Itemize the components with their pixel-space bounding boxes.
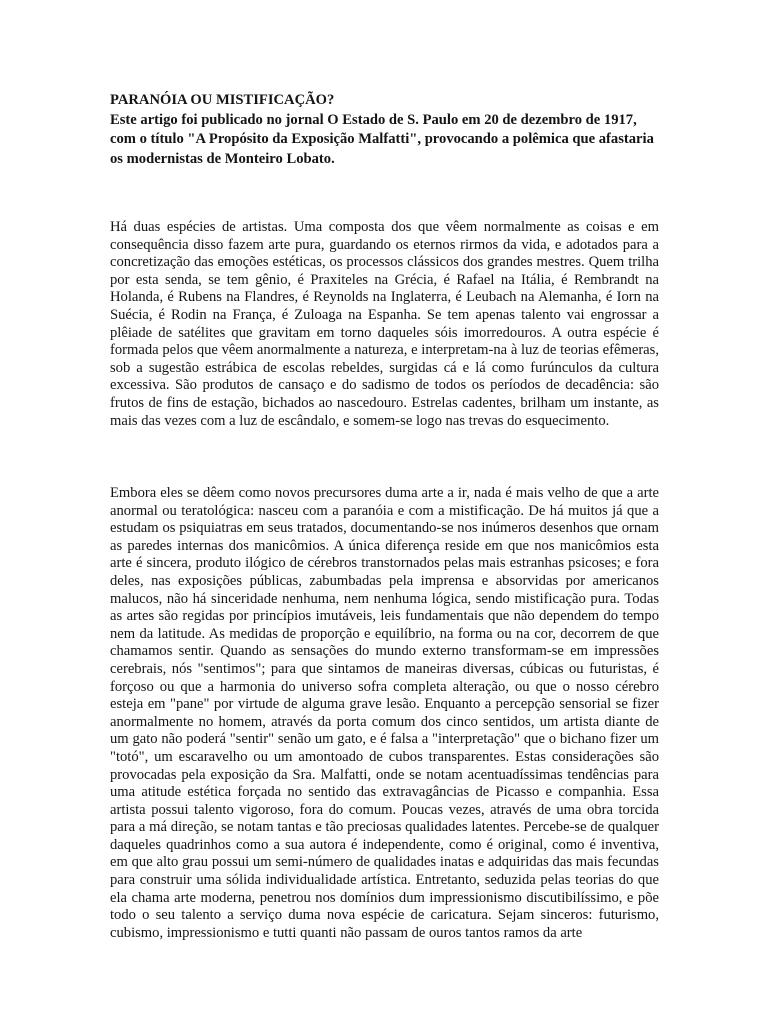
article-subtitle: Este artigo foi publicado no jornal O Estado de S. Paulo em 20 de dezembro de 1917, com o título "A Propósito da Exposição Malfatti", provocando a polêmica que afastaria os modernistas de Monteiro Lobato. (110, 111, 654, 167)
body-paragraph: Há duas espécies de artistas. Uma composta dos que vêem normalmente as coisas e em consequência disso fazem arte pura, guardando os eternos rirmos da vida, e adotados para a concretização das emoções estéticas, os processos clássicos dos grandes mestres. Quem trilha por esta senda, se tem gênio, é Praxiteles na Grécia, é Rafael na Itália, é Rembrandt na Holanda, é Rubens na Flandres, é Reynolds na Inglaterra, é Leubach na Alemanha, é Iorn na Suécia, é Rodin na França, é Zuloaga na Espanha. Se tem apenas talento vai engrossar a plêiade de satélites que gravitam em torno daqueles sóis imorredouros. A outra espécie é formada pelos que vêem anormalmente a natureza, e interpretam-na à luz de teorias efêmeras, sob a sugestão estrábica de escolas rebeldes, surgidas cá e lá como furúnculos da cultura excessiva. São produtos de cansaço e do sadismo de todos os períodos de decadência: são frutos de fins de estação, bichados ao nascedouro. Estrelas cadentes, brilham um instante, as mais das vezes com a luz de escândalo, e somem-se logo nas trevas do esquecimento. (110, 219, 659, 429)
article-title: PARANÓIA OU MISTIFICAÇÃO? (110, 92, 335, 108)
article-header (110, 91, 660, 169)
body-paragraph: Embora eles se dêem como novos precursores duma arte a ir, nada é mais velho de que a arte anormal ou teratológica: nasceu com a paranóia e com a mistificação. De há muitos já que a estudam os psiquiatras em seus tratados, documentando-se nos inúmeros desenhos que ornam as paredes internas dos manicômios. A única diferença reside em que nos manicômios esta arte é sincera, produto ilógico de cérebros transtornados pelas mais estranhas psicoses; e fora deles, nas exposições públicas, zabumbadas pela imprensa e absorvidas por americanos malucos, não há sinceridade nenhuma, nem nenhuma lógica, sendo mistificação pura. Todas as artes são regidas por princípios imutáveis, leis fundamentais que não dependem do tempo nem da latitude. As medidas de proporção e equilíbrio, na forma ou na cor, decorrem de que chamamos sentir. Quando as sensações do mundo externo transformam-se em impressões cerebrais, nós "sentimos"; para que sintamos de maneiras diversas, cúbicas ou futuristas, é forçoso ou que a harmonia do universo sofra completa alteração, ou que o nosso cérebro esteja em "pane" por virtude de alguma grave lesão. Enquanto a percepção sensorial se fizer anormalmente no homem, através da porta comum dos cinco sentidos, um artista diante de um gato não poderá "sentir" senão um gato, e é falsa a "interpretação" que o bichano fizer um "totó", um escaravelho ou um amontoado de cubos transparentes. Estas considerações são provocadas pela exposição da Sra. Malfatti, onde se notam acentuadíssimas tendências para uma atitude estética forçada no sentido das extravagâncias de Picasso e companhia. Essa artista possui talento vigoroso, fora do comum. Poucas vezes, através de uma obra torcida para a má direção, se notam tantas e tão preciosas qualidades latentes. Percebe-se de qualquer daqueles quadrinhos como a sua autora é independente, como é original, como é inventiva, em que alto grau possui um semi-número de qualidades inatas e adquiridas das mais fecundas para construir uma sólida individualidade artística. Entretanto, seduzida pelas teorias do que ela chama arte moderna, penetrou nos domínios dum impressionismo discutibilíssimo, e põe todo o seu talento a serviço duma nova espécie de caricatura. Sejam sinceros: futurismo, cubismo, impressionismo e tutti quanti não passam de ouros tantos ramos da arte (110, 485, 659, 941)
